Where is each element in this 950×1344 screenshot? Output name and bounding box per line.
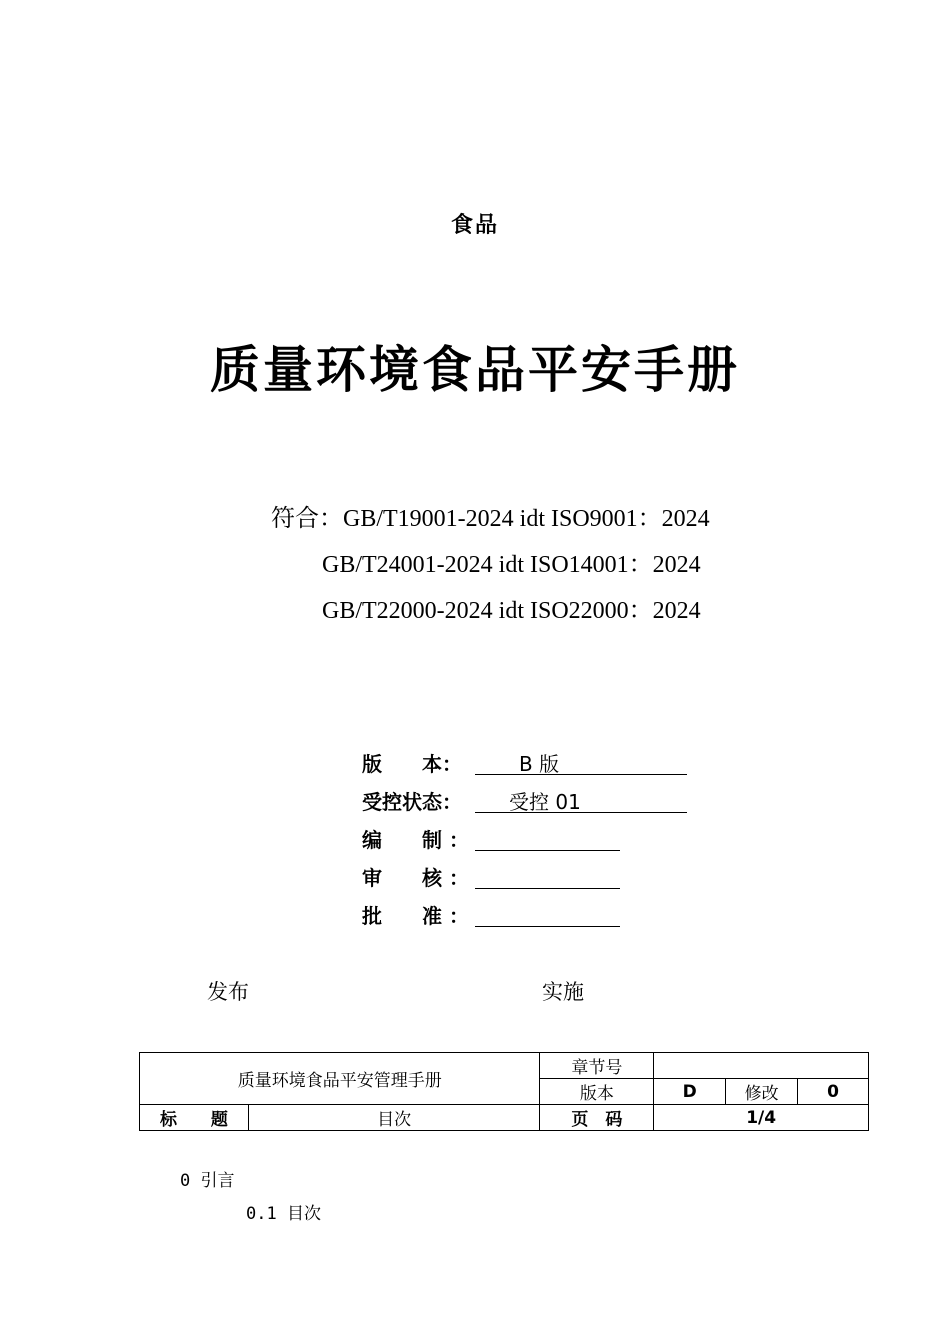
field-version-value (475, 748, 687, 775)
version-label: 版本 (540, 1079, 654, 1105)
document-header-table (139, 1052, 869, 1131)
page-label: 页 码 (540, 1105, 654, 1131)
field-version-text: B 版 (519, 752, 560, 776)
toc-subsection: 0.1 目次 (246, 1204, 321, 1224)
field-reviewed-by (362, 862, 474, 890)
manual-title: 质量环境食品平安手册 (210, 341, 740, 399)
title-label: 标 题 (140, 1105, 249, 1131)
field-reviewed-by-label: 审 核 ： (362, 866, 469, 890)
field-control-status-label: 受控状态： (362, 790, 462, 814)
field-control-status (362, 786, 581, 814)
publish-label: 发布 (207, 980, 249, 1004)
page-value: 1/4 (654, 1105, 869, 1131)
chapter-label: 章节号 (540, 1053, 654, 1079)
field-control-status-text: 受控 01 (509, 790, 581, 814)
field-approved-by (362, 900, 474, 928)
field-control-status-value (475, 786, 687, 813)
title-value: 目次 (248, 1105, 540, 1131)
revision-value: 0 (798, 1079, 869, 1105)
standard-line-3: GB/T22000-2024 idt ISO22000：2024 (322, 598, 701, 624)
standard-line-1: 符合：GB/T19001-2024 idt ISO9001：2024 (271, 506, 710, 532)
chapter-value (654, 1053, 869, 1079)
toc-section: 0 引言 (180, 1171, 235, 1191)
field-compiled-by (362, 824, 474, 852)
implement-label: 实施 (542, 980, 584, 1004)
manual-name-cell: 质量环境食品平安管理手册 (140, 1053, 540, 1105)
field-approved-by-label: 批 准 ： (362, 904, 469, 928)
field-reviewed-by-value (475, 862, 620, 889)
version-value: D (654, 1079, 726, 1105)
field-compiled-by-label: 编 制 ： (362, 828, 469, 852)
field-version (362, 748, 560, 776)
revision-label: 修改 (726, 1079, 798, 1105)
company-name: 食品 (450, 213, 499, 238)
field-compiled-by-value (475, 824, 620, 851)
standard-line-2: GB/T24001-2024 idt ISO14001：2024 (322, 552, 701, 578)
field-version-label: 版 本： (362, 752, 462, 776)
field-approved-by-value (475, 900, 620, 927)
